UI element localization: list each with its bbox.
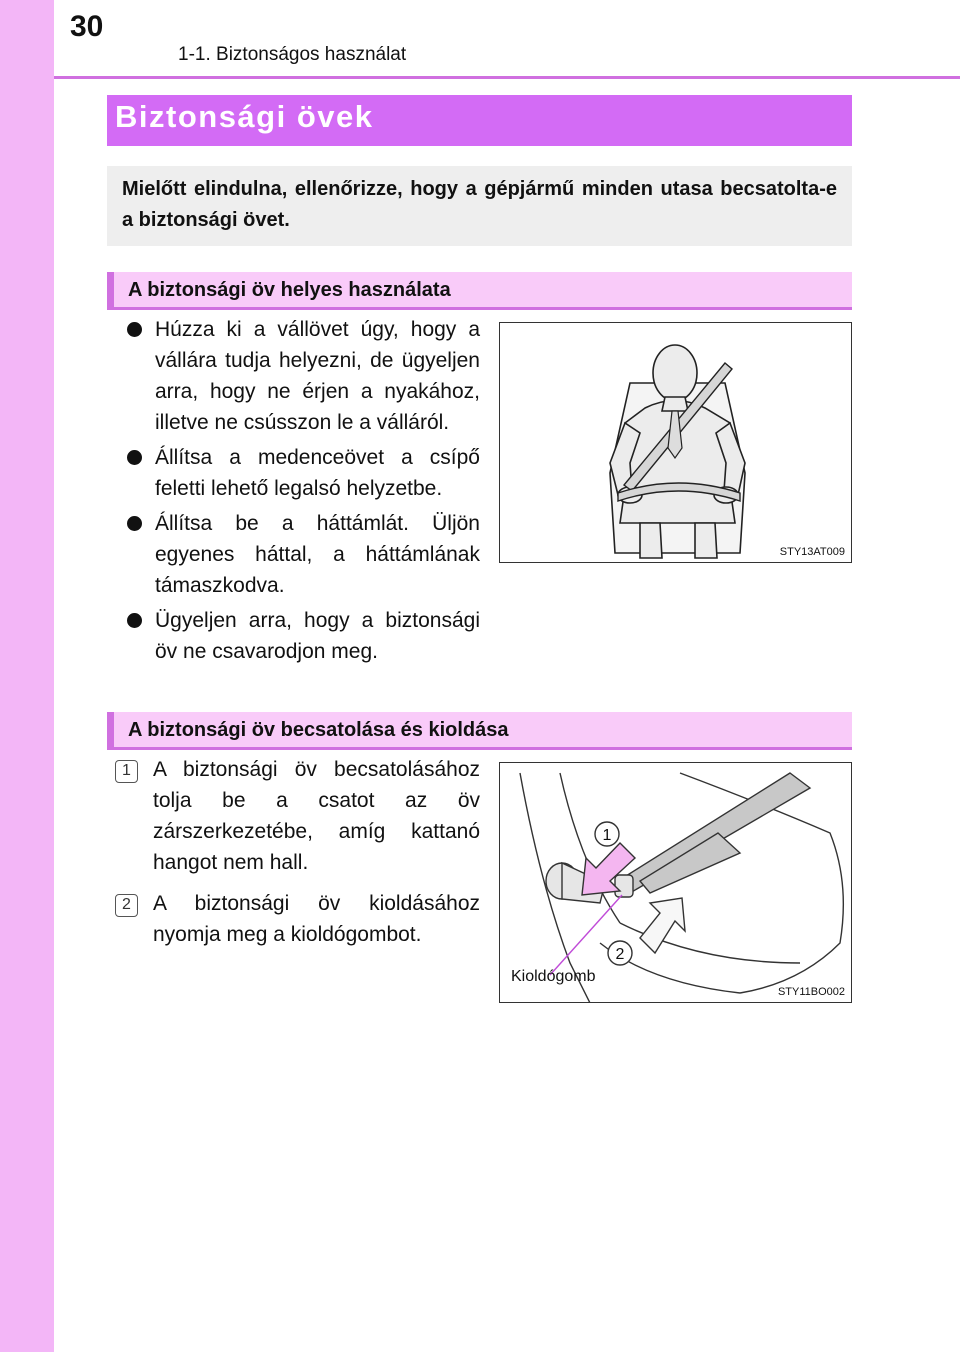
release-button-label: Kioldógomb xyxy=(511,968,596,985)
section-heading-buckling xyxy=(107,712,852,750)
intro-text: Mielőtt elindulna, ellenőrizze, hogy a gépjármű minden utasa becsatolta-e a biztonsági övet. xyxy=(122,178,837,231)
list-item xyxy=(125,605,480,667)
header-rule xyxy=(54,76,960,79)
list-item xyxy=(125,508,480,601)
section-heading-proper-use xyxy=(107,272,852,310)
running-head: 1-1. Biztonságos használat xyxy=(178,44,407,65)
step-text: A biztonsági öv kioldásához nyomja meg a kioldógombot. xyxy=(153,892,480,946)
callout-1: 1 xyxy=(602,827,612,844)
bullet-icon xyxy=(127,613,142,628)
buckle-illustration xyxy=(500,763,852,1003)
bullet-icon xyxy=(127,450,142,465)
buckle-figure xyxy=(499,762,852,1003)
step-list xyxy=(115,754,480,960)
callout-2: 2 xyxy=(615,946,625,963)
bullet-icon xyxy=(127,516,142,531)
step-text: A biztonsági öv becsatolásához tolja be a csatot az öv zárszerkezetébe, amíg kattanó hangot nem hall. xyxy=(153,758,480,874)
seated-person-figure xyxy=(499,322,852,563)
list-item-text: Állítsa be a háttámlát. Üljön egyenes háttal, a háttámlának támaszkodva. xyxy=(155,512,480,597)
page-number: 30 xyxy=(70,10,104,43)
step-item xyxy=(115,888,480,950)
intro-box xyxy=(107,166,852,246)
step-number-badge: 2 xyxy=(115,894,138,917)
list-item xyxy=(125,442,480,504)
step-number-badge: 1 xyxy=(115,760,138,783)
section-heading-text: A biztonsági öv becsatolása és kioldása xyxy=(128,719,509,741)
list-item xyxy=(125,314,480,438)
side-strip xyxy=(0,0,54,1352)
bullet-list xyxy=(125,314,480,671)
list-item-text: Ügyeljen arra, hogy a biztonsági öv ne csavarodjon meg. xyxy=(155,609,480,663)
list-item-text: Húzza ki a vállövet úgy, hogy a vállára tudja helyezni, de ügyeljen arra, hogy ne érjen a nyakához, illetve ne csússzon le a válláról. xyxy=(155,318,480,434)
page-title: Biztonsági övek xyxy=(115,99,374,134)
list-item-text: Állítsa a medenceövet a csípő feletti lehető legalsó helyzetbe. xyxy=(155,446,480,500)
figure-code: STY11BO002 xyxy=(777,986,845,998)
bullet-icon xyxy=(127,322,142,337)
step-item xyxy=(115,754,480,878)
section-heading-text: A biztonsági öv helyes használata xyxy=(128,279,451,301)
seated-person-illustration xyxy=(500,323,852,563)
figure-code: STY13AT009 xyxy=(779,546,845,558)
